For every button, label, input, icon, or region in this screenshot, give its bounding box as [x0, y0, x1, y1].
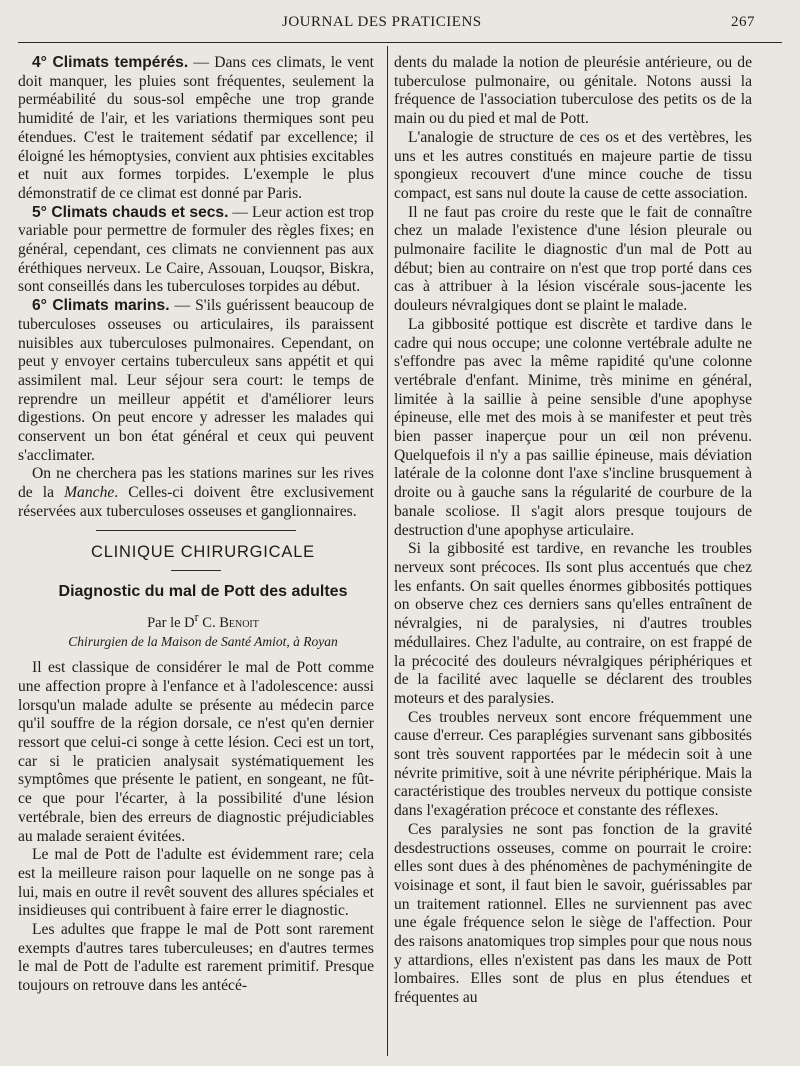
climate-hot-dry-heading: 5° Climats chauds et secs.	[32, 203, 229, 221]
article-title: Diagnostic du mal de Pott des adultes	[58, 583, 348, 601]
body-paragraph: Si la gibbosité est tardive, en revanche les troubles nerveux sont précoces. Ils sont plus accentués que chez les enfants. On sait quelles énormes gibbosités pottiques on observe chez ces derniers sans qu'elles entraînent de névralgies, ni de paralysies, ni d'autres troubles médullaires. Chez l'adulte, au contraire, on est frappé de la précocité des douleurs névralgiques périphériques et de la facilité avec laquelle se déclarent des troubles moteurs et des paralysies.	[394, 540, 752, 707]
column-divider	[387, 46, 388, 1056]
climate-hot-dry-paragraph	[18, 204, 374, 298]
title-separator-rule	[171, 570, 221, 571]
page-number: 267	[731, 14, 755, 30]
section-title: CLINIQUE CHIRURGICALE	[90, 542, 315, 561]
climate-marine-paragraph	[18, 297, 374, 465]
author-name: C. Benoit	[198, 614, 259, 631]
manche-text-before: On ne cherchera pas les stations marines sur les rives de la	[18, 465, 374, 502]
climate-temperate-paragraph	[18, 54, 374, 204]
section-separator-rule	[96, 530, 296, 531]
byline	[18, 608, 374, 633]
header-rule	[18, 42, 782, 43]
body-paragraph: La gibbosité pottique est discrète et tardive dans le cadre qui nous occupe; une colonne vertébrale adulte ne s'effondre pas avec la même rapidité qu'une colonne vertébrale d'enfant. Minime, très minime en général, limitée à la saillie à peine sensible d'une apophyse épineuse, elle met des mois à se manifester et peut très bien passer inaperçue pour un œil non prévenu. Quelquefois il n'y a pas saillie épineuse, mais déviation latérale de la colonne dont l'axe s'incline brusquement à droite ou à gauche sans la régularité de courbure de la banale scoliose. Il s'agit alors presque toujours de destruction d'une apophyse articulaire.	[394, 315, 752, 539]
climate-hot-dry-text: — Leur action est trop variable pour permettre de formuler des règles fixes; en général, cependant, ces climats ne conviennent pas aux éréthiques nerveux. Le Caire, Assouan, Louqsor, Biskra, sont conseillés dans les tuberculoses torpides au début.	[18, 203, 374, 296]
left-column	[18, 54, 374, 996]
climate-temperate-text: — Dans ces climats, le vent doit manquer, les pluies sont fréquentes, seulement la perméabilité du sous-sol empêche une trop grande humidité de l'air, et les variations thermiques sont peu étendues. C'est le traitement sédatif par excellence; il éloigné les hémoptysies, convient aux phtisies excitables et nuit aux formes torpides. L'exemple le plus démonstratif de ce climat est donné par Paris.	[18, 54, 374, 202]
byline-superscript: r	[194, 609, 199, 624]
body-paragraph: dents du malade la notion de pleurésie antérieure, ou de tuberculose pulmonaire, ou génitale. Notons aussi la fréquence de l'association tuberculose des petits os de la main ou du pied et mal de Pott.	[394, 54, 752, 128]
climate-marine-heading: 6° Climats marins.	[32, 297, 170, 315]
body-paragraph: Les adultes que frappe le mal de Pott sont rarement exempts d'autres tares tuberculeuses; en d'autres termes le mal de Pott de l'adulte est rarement primitif. Presque toujours on retrouve dans les antécé-	[18, 921, 374, 995]
manche-paragraph	[18, 465, 374, 521]
body-paragraph: Il est classique de considérer le mal de Pott comme une affection propre à l'enfance et à l'adolescence: aussi lorsqu'un malade adulte se présente au médecin parce qu'il souffre de la région dorsale, ce n'est qu'en dernier ressort que celui-ci songe à cette lésion. Ceci est un tort, car si le praticien analysait systématiquement les symptômes que présente le patient, en songeant, ne fût-ce que pour l'écarter, à la possibilité d'une lésion vertébrale, bien des erreurs de diagnostic préjudiciables au malade seraient évitées.	[18, 659, 374, 845]
byline-prefix: Par le D	[147, 614, 195, 631]
running-header	[0, 14, 800, 38]
manche-italic: Manche	[64, 484, 115, 502]
journal-title: JOURNAL DES PRATICIENS	[282, 14, 482, 30]
manche-text-after: . Celles-ci doivent être exclusivement réservées aux tuberculoses osseuses et ganglionnaires.	[18, 484, 374, 520]
body-paragraph: Il ne faut pas croire du reste que le fait de connaître chez un malade l'existence d'une lésion pleurale ou pulmonaire facilite le diagnostic d'un mal de Pott au début; bien au contraire on n'est que trop porté dans ces cas à attribuer à la lésion viscérale sous-jacente les douleurs névralgiques dont se plaint le malade.	[394, 203, 752, 315]
climate-marine-text: — S'ils guérissent beaucoup de tuberculoses osseuses ou articulaires, ils paraissent nuisibles aux tuberculoses pulmonaires. Cependant, on peut y envoyer certains tuberculeux sans appétit et qui assimilent mal. Leur séjour sera court: le temps de reprendre un meilleur appétit et d'améliorer leurs digestions. On peut encore y adresser les malades qui conservent un bon état général et ceux qui peuvent s'acclimater.	[18, 297, 375, 464]
body-paragraph: Le mal de Pott de l'adulte est évidemment rare; cela est la meilleure raison pour laquelle on ne songe pas à lui, mais en outre il revêt souvent des allures spéciales et insidieuses qui contribuent à faire errer le diagnostic.	[18, 846, 374, 920]
body-paragraph: Ces paralysies ne sont pas fonction de la gravité desdestructions osseuses, comme on pourrait le croire: elles sont dues à des phénomènes de pachyméningite de voisinage et sont, il faut bien le savoir, guérissables par un traitement rationnel. Elles ne surviennent pas avec une égale fréquence selon le siège de l'affection. Pour des raisons anatomiques trop simples pour que nous nous y attardions, elles n'existent pas dans les maux de Pott lombaires. Elles sont de plus en plus étendues et fréquentes au	[394, 820, 752, 1007]
right-column	[394, 54, 752, 1008]
author-affiliation: Chirurgien de la Maison de Santé Amiot, à Royan	[68, 633, 338, 649]
climate-temperate-heading: 4° Climats tempérés.	[32, 54, 189, 71]
body-paragraph: L'analogie de structure de ces os et des vertèbres, les uns et les autres constitués en majeure partie de tissu spongieux recouvert d'une mince couche de tissu compact, est sans nul doute la cause de cette association.	[394, 128, 752, 202]
body-paragraph: Ces troubles nerveux sont encore fréquemment une cause d'erreur. Ces paraplégies survenant sans gibbosités sont très souvent rapportées par le médecin soit à une névrite primitive, soit à une névrite périphérique. Mais la caractéristique des troubles nerveux du pottique consiste dans l'exagération précoce et constante des réflexes.	[394, 708, 752, 820]
